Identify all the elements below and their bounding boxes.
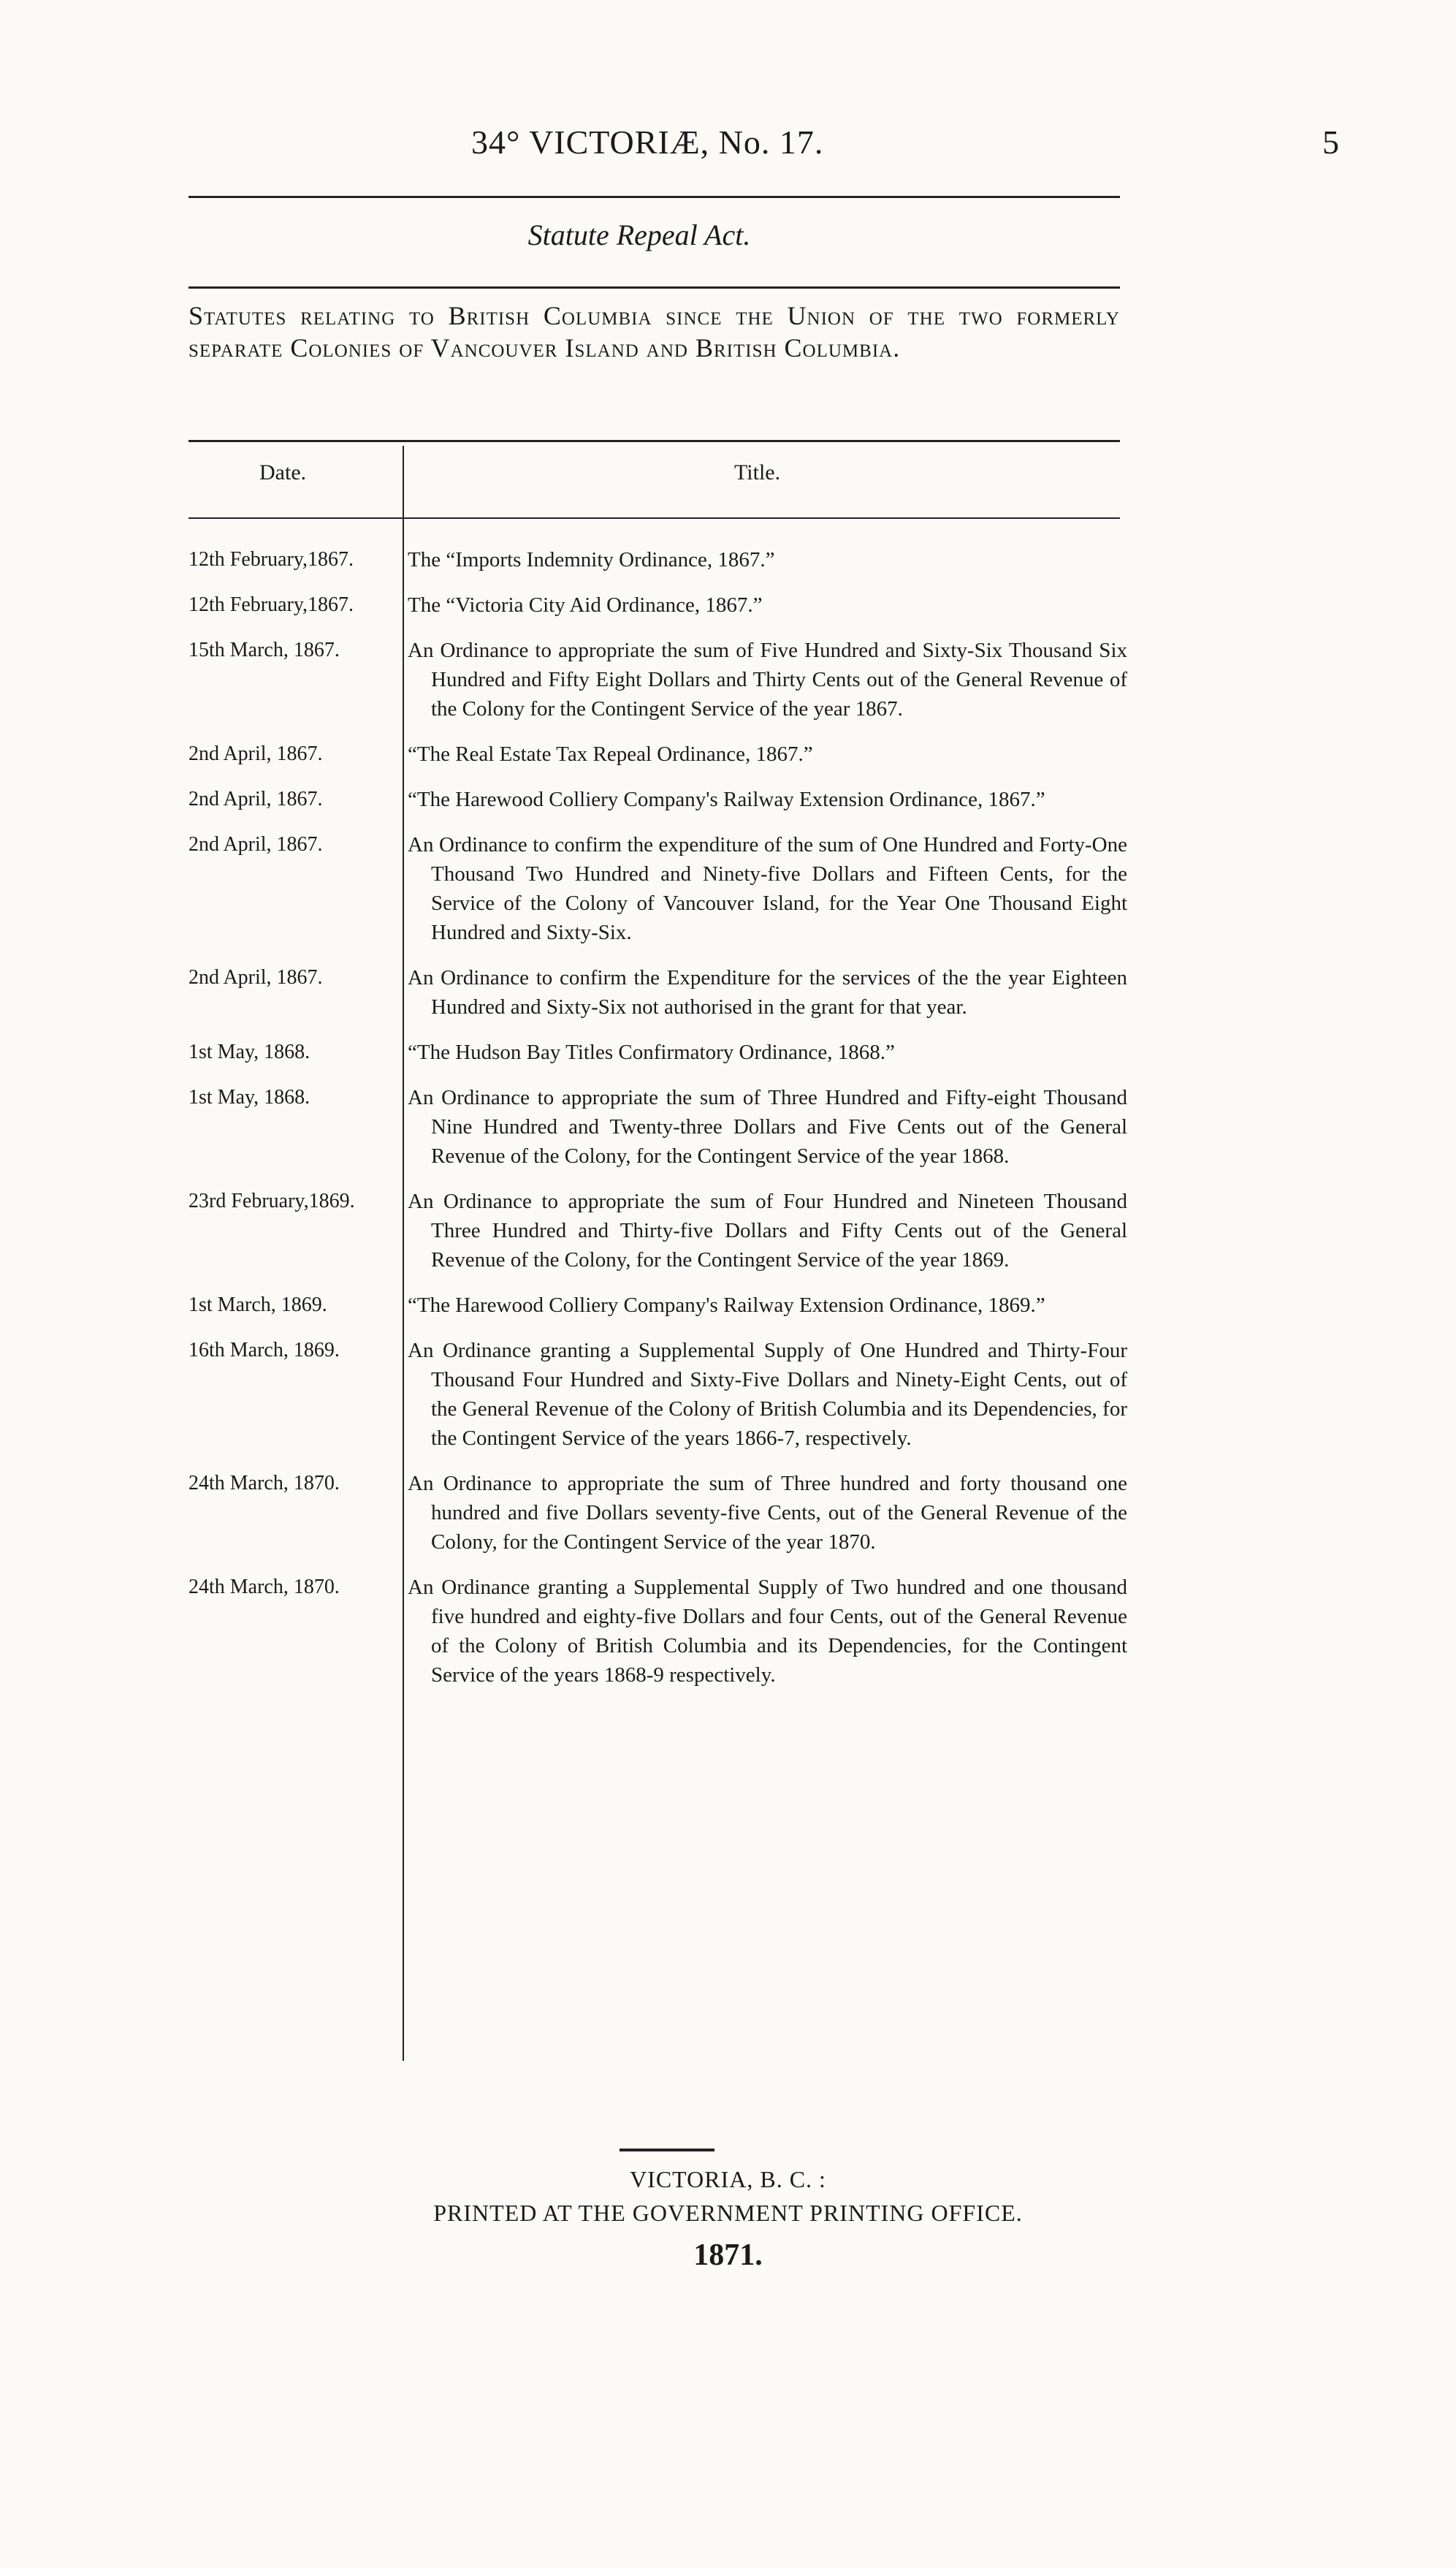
- running-title: 34° VICTORIÆ, No. 17.: [471, 124, 824, 161]
- row-date: 16th March, 1869.: [188, 1339, 340, 1361]
- imprint-place: VICTORIA, B. C. :: [630, 2166, 826, 2192]
- row-title: [408, 636, 1127, 723]
- section-heading: [188, 300, 1120, 364]
- table-row: [188, 785, 1127, 814]
- row-title-text: An Ordinance granting a Supplemental Supply of One Hundred and Thirty-Four Thousand Four Hundred and Sixty-Five Dollars and Ninety-Eight Cents, out of the General Revenue of the Colony of British Columbia and its Dependencies, for the Contingent Service of the years 1866-7, respectively.: [408, 1339, 1127, 1450]
- row-date: 1st May, 1868.: [188, 1086, 310, 1109]
- row-date: 12th February,1867.: [188, 593, 354, 616]
- row-title: [408, 1187, 1127, 1274]
- table-row: [188, 545, 1127, 574]
- table-row: [188, 1469, 1127, 1557]
- row-title: [408, 1291, 1127, 1320]
- table-row: [188, 963, 1127, 1022]
- table-row: [188, 1336, 1127, 1453]
- row-title-text: “The Harewood Colliery Company's Railway Extension Ordinance, 1869.”: [408, 1294, 1045, 1317]
- title-column-header: Title.: [734, 460, 781, 485]
- imprint-printer: PRINTED AT THE GOVERNMENT PRINTING OFFICE.: [433, 2200, 1023, 2226]
- title-rule: [188, 286, 1120, 289]
- table-row: [188, 1083, 1127, 1171]
- row-date: 24th March, 1870.: [188, 1576, 340, 1598]
- row-title-text: “The Hudson Bay Titles Confirmatory Ordinance, 1868.”: [408, 1041, 895, 1064]
- date-column-header: Date.: [259, 460, 307, 485]
- row-title-text: An Ordinance to appropriate the sum of Three Hundred and Fifty-eight Thousand Nine Hundred and Twenty-three Dollars and Five Cents out of the General Revenue of the Colony, for the Contingent Service of the year 1868.: [408, 1086, 1127, 1168]
- table-header-rule: [188, 517, 1120, 519]
- row-title-text: An Ordinance to appropriate the sum of Three hundred and forty thousand one hundred and five Dollars seventy-five Cents, out of the General Revenue of the Colony, for the Contingent Service of the year 1870.: [408, 1472, 1127, 1554]
- row-title: [408, 1038, 1127, 1067]
- row-date: 24th March, 1870.: [188, 1472, 340, 1494]
- row-title-text: An Ordinance granting a Supplemental Supply of Two hundred and one thousand five hundred and eighty-five Dollars and four Cents, out of the General Revenue of the Colony of British Columbia and its Dependencies, for the Contingent Service of the years 1868-9 respectively.: [408, 1576, 1127, 1687]
- imprint-year: 1871.: [693, 2238, 763, 2272]
- row-title-text: The “Imports Indemnity Ordinance, 1867.”: [408, 548, 775, 571]
- row-date: 2nd April, 1867.: [188, 788, 323, 810]
- row-date: 2nd April, 1867.: [188, 966, 323, 989]
- row-date: 1st May, 1868.: [188, 1041, 310, 1063]
- table-row: [188, 1187, 1127, 1274]
- row-date: 12th February,1867.: [188, 548, 354, 571]
- row-title: [408, 740, 1127, 769]
- act-title: Statute Repeal Act.: [527, 219, 751, 251]
- table-row: [188, 1573, 1127, 1690]
- row-title: [408, 963, 1127, 1022]
- row-date: 15th March, 1867.: [188, 639, 340, 661]
- section-heading-text: Statutes relating to British Columbia since the Union of the two formerly separate Colonies of Vancouver Island and British Columbia.: [188, 301, 1120, 362]
- row-title-text: An Ordinance to confirm the Expenditure for the services of the the year Eighteen Hundred and Sixty-Six not authorised in the grant for that year.: [408, 966, 1127, 1019]
- row-title: [408, 1336, 1127, 1453]
- row-title-text: The “Victoria City Aid Ordinance, 1867.”: [408, 593, 763, 617]
- row-date: 2nd April, 1867.: [188, 833, 323, 856]
- table-row: [188, 740, 1127, 769]
- table-row: [188, 830, 1127, 947]
- row-title: [408, 1573, 1127, 1690]
- row-date: 1st March, 1869.: [188, 1294, 327, 1316]
- row-title: [408, 1469, 1127, 1557]
- row-title: [408, 1083, 1127, 1171]
- row-title-text: “The Real Estate Tax Repeal Ordinance, 1867.”: [408, 742, 813, 766]
- row-title: [408, 830, 1127, 947]
- row-title-text: An Ordinance to confirm the expenditure of the sum of One Hundred and Forty-One Thousand Two Hundred and Ninety-five Dollars and Fifteen Cents, for the Service of the Colony of Vancouver Island, for the Year One Thousand Eight Hundred and Sixty-Six.: [408, 833, 1127, 944]
- table-row: [188, 590, 1127, 620]
- table-row: [188, 1038, 1127, 1067]
- row-date: 23rd February,1869.: [188, 1190, 355, 1212]
- statute-table: [188, 545, 1127, 1706]
- table-row: [188, 1291, 1127, 1320]
- row-date: 2nd April, 1867.: [188, 742, 323, 765]
- row-title: [408, 785, 1127, 814]
- table-top-rule: [188, 440, 1120, 442]
- page-number: 5: [1322, 124, 1339, 161]
- row-title: [408, 545, 1127, 574]
- footer-rule: [620, 2149, 714, 2151]
- table-row: [188, 636, 1127, 723]
- row-title-text: “The Harewood Colliery Company's Railway Extension Ordinance, 1867.”: [408, 788, 1045, 811]
- header-rule: [188, 196, 1120, 198]
- row-title-text: An Ordinance to appropriate the sum of Five Hundred and Sixty-Six Thousand Six Hundred and Fifty Eight Dollars and Thirty Cents out of the General Revenue of the Colony for the Contingent Service of the year 1867.: [408, 639, 1127, 721]
- row-title-text: An Ordinance to appropriate the sum of Four Hundred and Nineteen Thousand Three Hundred and Thirty-five Dollars and Fifty Cents out of the General Revenue of the Colony, for the Contingent Service of the year 1869.: [408, 1190, 1127, 1272]
- page-header: [0, 123, 1456, 174]
- row-title: [408, 590, 1127, 620]
